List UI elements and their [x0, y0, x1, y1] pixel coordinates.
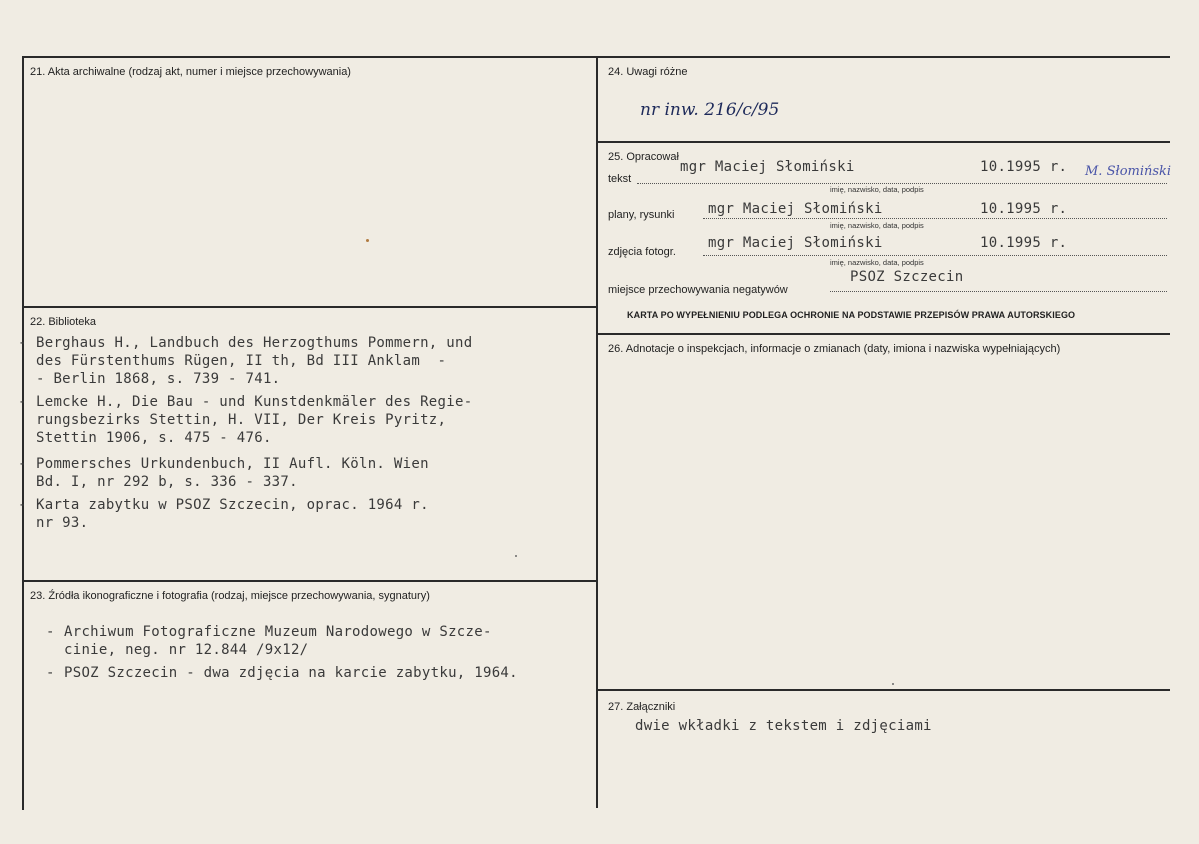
author-name-text: mgr Maciej Słomiński [680, 159, 855, 175]
rule-21-22 [22, 306, 597, 308]
entry-dash: - [18, 497, 27, 513]
entry-line: Stettin 1906, s. 475 - 476. [36, 430, 272, 446]
entry-line: Karta zabytku w PSOZ Szczecin, oprac. 1964 r. [36, 497, 429, 513]
entry-line: nr 93. [36, 515, 89, 531]
author-name-plans: mgr Maciej Słomiński [708, 201, 883, 217]
section-24-label: 24. Uwagi różne [608, 66, 688, 78]
author-date-text: 10.1995 r. [980, 159, 1068, 175]
author-signature: M. Słomiński [1085, 164, 1172, 179]
row-hint-photos: imię, nazwisko, data, podpis [830, 258, 924, 267]
entry-dash: - [46, 665, 55, 681]
copyright-notice: KARTA PO WYPEŁNIENIU PODLEGA OCHRONIE NA PODSTAWIE PRZEPISÓW PRAWA AUTORSKIEGO [627, 310, 1076, 320]
author-date-photos: 10.1995 r. [980, 235, 1068, 251]
rule-24-25 [597, 141, 1170, 143]
entry-line: cinie, neg. nr 12.844 /9x12/ [64, 642, 309, 658]
section-25-label: 25. Opracował [608, 151, 679, 163]
entry-dash: - [18, 394, 27, 410]
entry-line: Berghaus H., Landbuch des Herzogthums Pommern, und [36, 335, 473, 351]
row-hint-text: imię, nazwisko, data, podpis [830, 185, 924, 194]
entry-line: rungsbezirks Stettin, H. VII, Der Kreis Pyritz, [36, 412, 447, 428]
entry-line: Archiwum Fotograficzne Muzeum Narodowego w Szcze- [64, 624, 492, 640]
section-21-label: 21. Akta archiwalne (rodzaj akt, numer i miejsce przechowywania) [30, 66, 351, 78]
section-26-label: 26. Adnotacje o inspekcjach, informacje o zmianach (daty, imiona i nazwiska wypełniających) [608, 343, 1061, 355]
section-27-label: 27. Załączniki [608, 701, 676, 713]
row-label-plans: plany, rysunki [608, 209, 675, 221]
entry-dash: - [46, 624, 55, 640]
row-line-plans [703, 218, 1167, 219]
paper-speck [515, 555, 517, 557]
entry-dash: - [18, 456, 27, 472]
paper-speck [892, 683, 894, 685]
attachments-value: dwie wkładki z tekstem i zdjęciami [635, 718, 932, 734]
rule-22-23 [22, 580, 597, 582]
section-23-label: 23. Źródła ikonograficzne i fotografia (rodzaj, miejsce przechowywania, sygnatury) [30, 590, 430, 602]
rule-25-26 [597, 333, 1170, 335]
rule-26-27 [597, 689, 1170, 691]
row-label-text: tekst [608, 173, 632, 185]
entry-line: Lemcke H., Die Bau - und Kunstdenkmäler des Regie- [36, 394, 473, 410]
entry-line: - Berlin 1868, s. 739 - 741. [36, 371, 281, 387]
row-label-photos: zdjęcia fotogr. [608, 246, 676, 258]
row-line-photos [703, 255, 1167, 256]
inventory-handwritten-note: nr inw. 216/c/95 [640, 100, 780, 120]
negatives-value: PSOZ Szczecin [850, 269, 964, 285]
negatives-label: miejsce przechowywania negatywów [608, 284, 788, 296]
entry-line: Pommersches Urkundenbuch, II Aufl. Köln. Wien [36, 456, 429, 472]
entry-line: Bd. I, nr 292 b, s. 336 - 337. [36, 474, 298, 490]
entry-dash: - [18, 335, 27, 351]
section-22-label: 22. Biblioteka [30, 316, 97, 328]
center-divider [596, 56, 598, 808]
negatives-line [830, 291, 1167, 292]
left-border [22, 56, 24, 810]
author-date-plans: 10.1995 r. [980, 201, 1068, 217]
paper-speck [366, 239, 369, 242]
entry-line: des Fürstenthums Rügen, II th, Bd III Anklam - [36, 353, 447, 369]
row-hint-plans: imię, nazwisko, data, podpis [830, 221, 924, 230]
author-name-photos: mgr Maciej Słomiński [708, 235, 883, 251]
row-line-text [637, 183, 1167, 184]
entry-line: PSOZ Szczecin - dwa zdjęcia na karcie zabytku, 1964. [64, 665, 518, 681]
